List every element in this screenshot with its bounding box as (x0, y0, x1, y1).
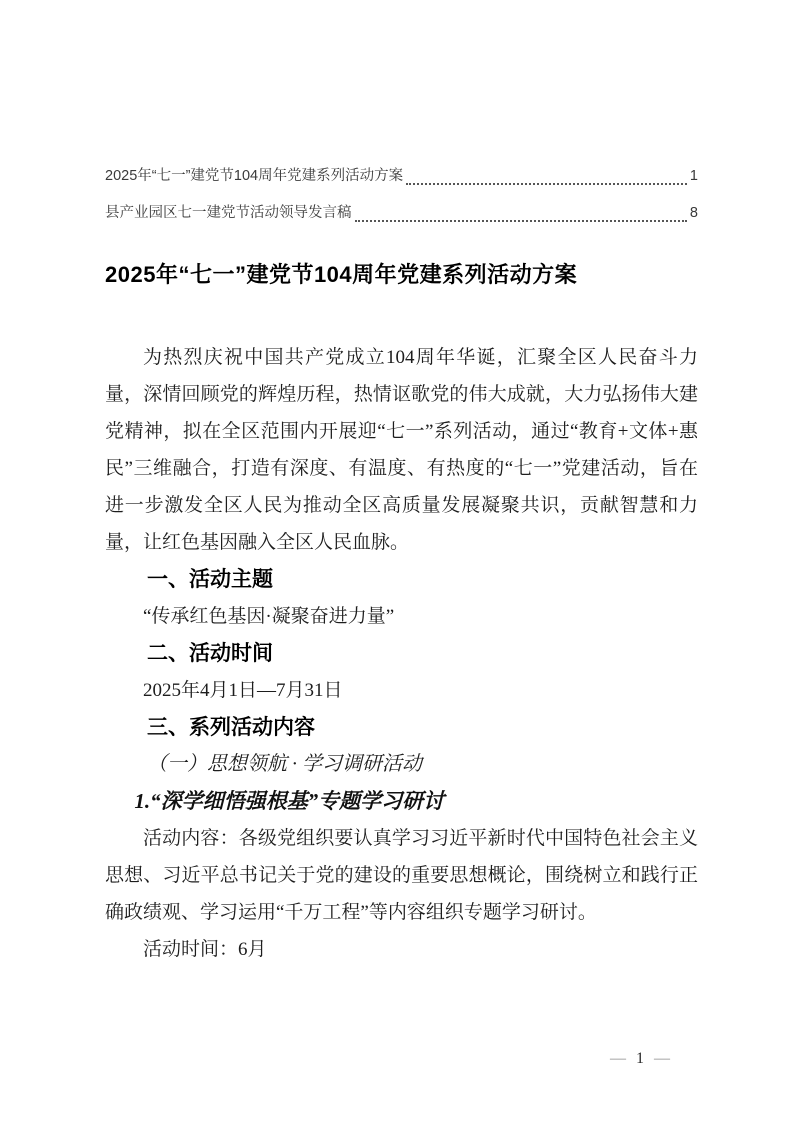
toc-dot-leader (403, 158, 690, 195)
item-time-paragraph: 活动时间：6月 (143, 939, 267, 960)
footer-right-dash: — (654, 1050, 670, 1067)
toc-entry-label: 2025年“七一”建党节104周年党建系列活动方案 (105, 168, 404, 184)
item-content-paragraph: 活动内容：各级党组织要认真学习习近平新时代中国特色社会主义思想、习近平总书记关于党的建设的重要思想概论，围绕树立和践行正确政绩观、学习运用“千万工程”等内容组织专题学习研讨。 (105, 828, 698, 923)
section-heading-theme: 一、活动主题 (147, 568, 273, 591)
document-title: 2025年“七一”建党节104周年党建系列活动方案 (105, 262, 578, 287)
subsection-heading-study: （一）思想领航 · 学习调研活动 (147, 753, 422, 775)
toc-entry-page: 1 (689, 168, 698, 184)
activity-theme-text: “传承红色基因·凝聚奋进力量” (143, 606, 395, 627)
item-heading-study-seminar: 1.“深学细悟强根基”专题学习研讨 (134, 789, 445, 813)
document-body (105, 339, 698, 968)
page-number: 1 (636, 1050, 644, 1067)
intro-paragraph: 为热烈庆祝中国共产党成立104周年华诞，汇聚全区人民奋斗力量，深情回顾党的辉煌历程，热情讴歌党的伟大成就，大力弘扬伟大建党精神，拟在全区范围内开展迎“七一”系列活动，通过“教育+文体+惠民”三维融合，打造有深度、有温度、有热度的“七一”党建活动，旨在进一步激发全区人民为推动全区高质量发展凝聚共识，贡献智慧和力量，让红色基因融入全区人民血脉。 (105, 347, 698, 553)
toc-entry-label: 县产业园区七一建党节活动领导发言稿 (105, 205, 352, 221)
table-of-contents (105, 158, 698, 232)
toc-entry[interactable] (105, 195, 698, 232)
toc-dot-leader (352, 195, 690, 232)
toc-entry[interactable] (105, 158, 698, 195)
activity-time-text: 2025年4月1日—7月31日 (143, 680, 343, 701)
section-heading-content: 三、系列活动内容 (147, 716, 315, 739)
section-heading-time: 二、活动时间 (147, 642, 273, 665)
toc-entry-page: 8 (689, 205, 698, 221)
footer-left-dash: — (610, 1050, 626, 1067)
page-footer (610, 1050, 670, 1068)
